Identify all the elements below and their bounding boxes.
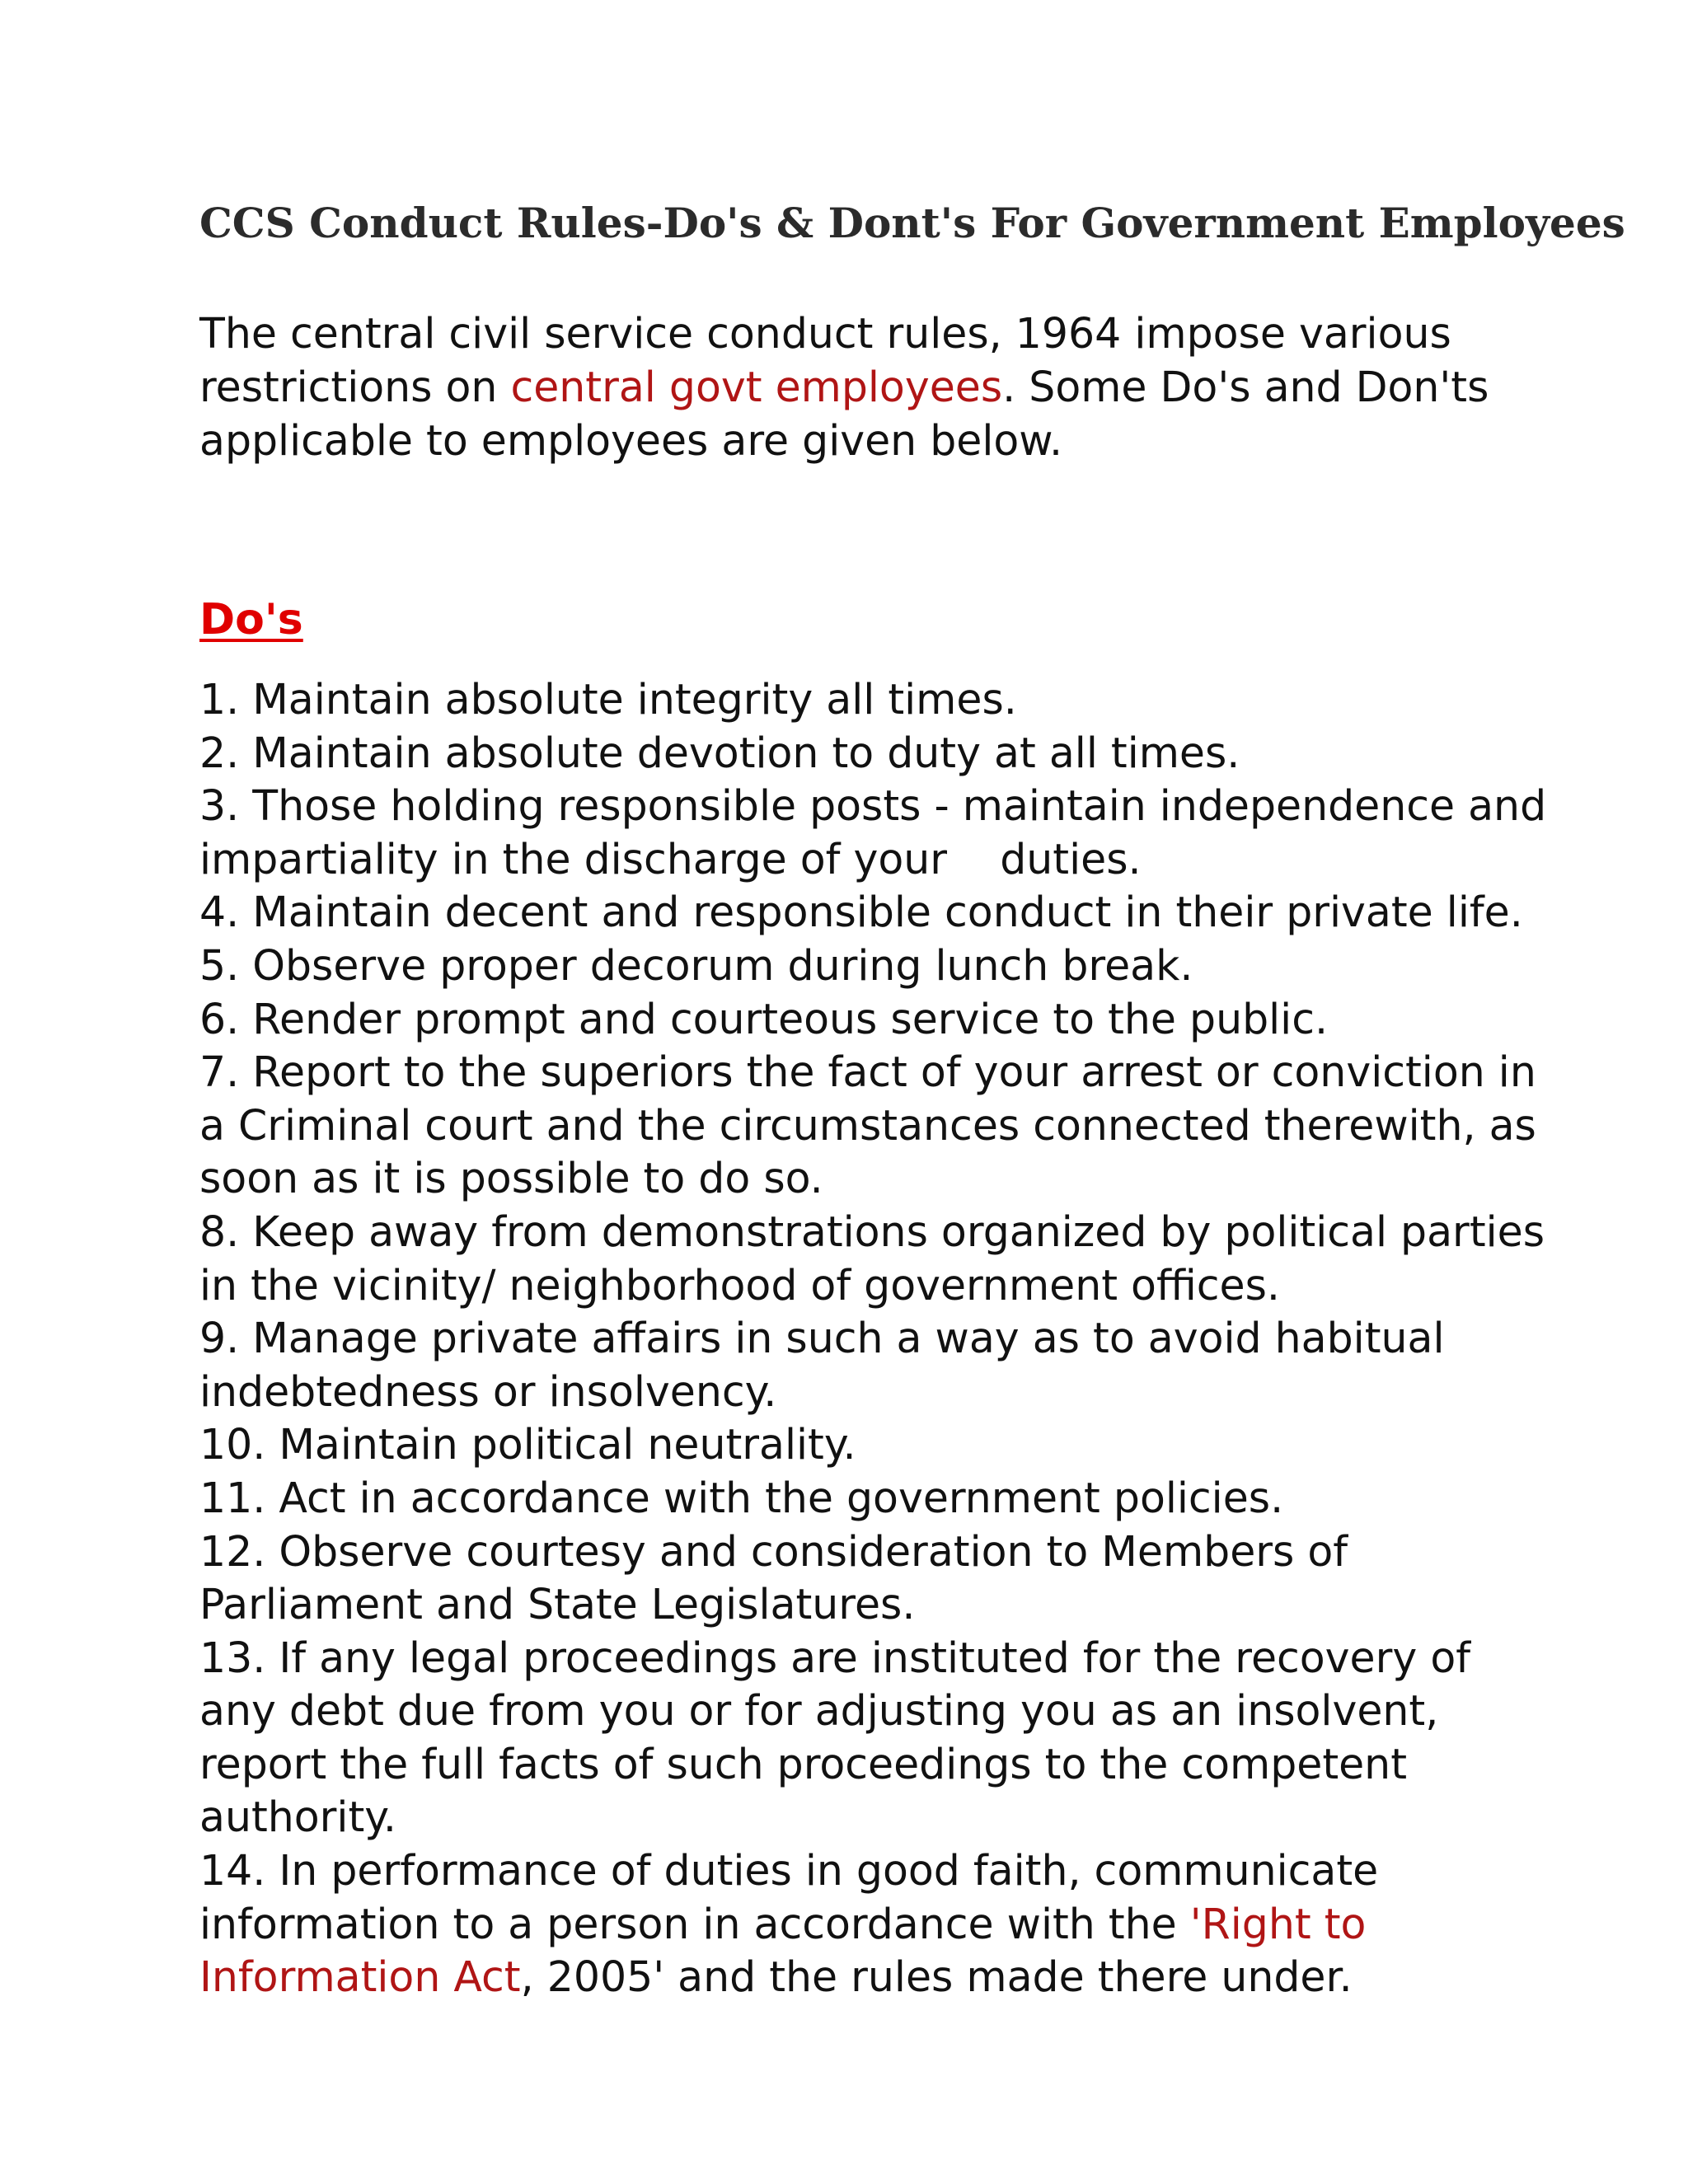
list-item: 4. Maintain decent and responsible conduct in their private life. bbox=[199, 888, 1523, 937]
last-item-text-after-link: , 2005' and the rules made there under. bbox=[520, 1952, 1353, 2002]
list-item: 3. Those holding responsible posts - maintain independence and impartiality in the discharge of your duties. bbox=[199, 781, 1560, 883]
list-item: 7. Report to the superiors the fact of your arrest or conviction in a Criminal court and the circumstances connected therewith, as soon as it is possible to do so. bbox=[199, 1047, 1550, 1203]
list-item: 13. If any legal proceedings are instituted for the recovery of any debt due from you or for adjusting you as an insolvent, report the full facts of such proceedings to the competent authority. bbox=[199, 1633, 1484, 1842]
list-item: 10. Maintain political neutrality. bbox=[199, 1420, 856, 1469]
list-item: 12. Observe courtesy and consideration to Members of Parliament and State Legislatures. bbox=[199, 1526, 1362, 1629]
list-item: 1. Maintain absolute integrity all times. bbox=[199, 675, 1017, 724]
list-item: 5. Observe proper decorum during lunch break. bbox=[199, 940, 1193, 990]
central-govt-employees-link[interactable]: central govt employees bbox=[510, 363, 1003, 411]
page-title: CCS Conduct Rules-Do's & Dont's For Government Employees bbox=[199, 199, 1625, 247]
document-content bbox=[199, 198, 1625, 2004]
list-item: 2. Maintain absolute devotion to duty at all times. bbox=[199, 728, 1240, 777]
last-item-text-before-link: 14. In performance of duties in good faith, communicate information to a person in accordance with the bbox=[199, 1846, 1392, 1948]
dos-list bbox=[199, 673, 1560, 2004]
intro-text-after-link: . Some Do's and Don'ts applicable to employees are given below. bbox=[199, 363, 1489, 465]
dos-heading: Do's bbox=[199, 595, 303, 644]
right-to-information-act-link[interactable]: 'Right to Information Act bbox=[199, 1899, 1380, 2002]
list-item: 8. Keep away from demonstrations organized by political parties in the vicinity/ neighborhood of government offices. bbox=[199, 1207, 1559, 1310]
list-item: 11. Act in accordance with the government policies. bbox=[199, 1473, 1284, 1522]
intro-text-before-link: The central civil service conduct rules, 1964 impose various restrictions on bbox=[199, 309, 1451, 411]
list-item: 6. Render prompt and courteous service to the public. bbox=[199, 994, 1329, 1043]
list-item: 9. Manage private affairs in such a way as to avoid habitual indebtedness or insolvency. bbox=[199, 1314, 1458, 1416]
list-item-last bbox=[199, 1844, 1551, 2004]
intro-paragraph bbox=[199, 307, 1551, 467]
